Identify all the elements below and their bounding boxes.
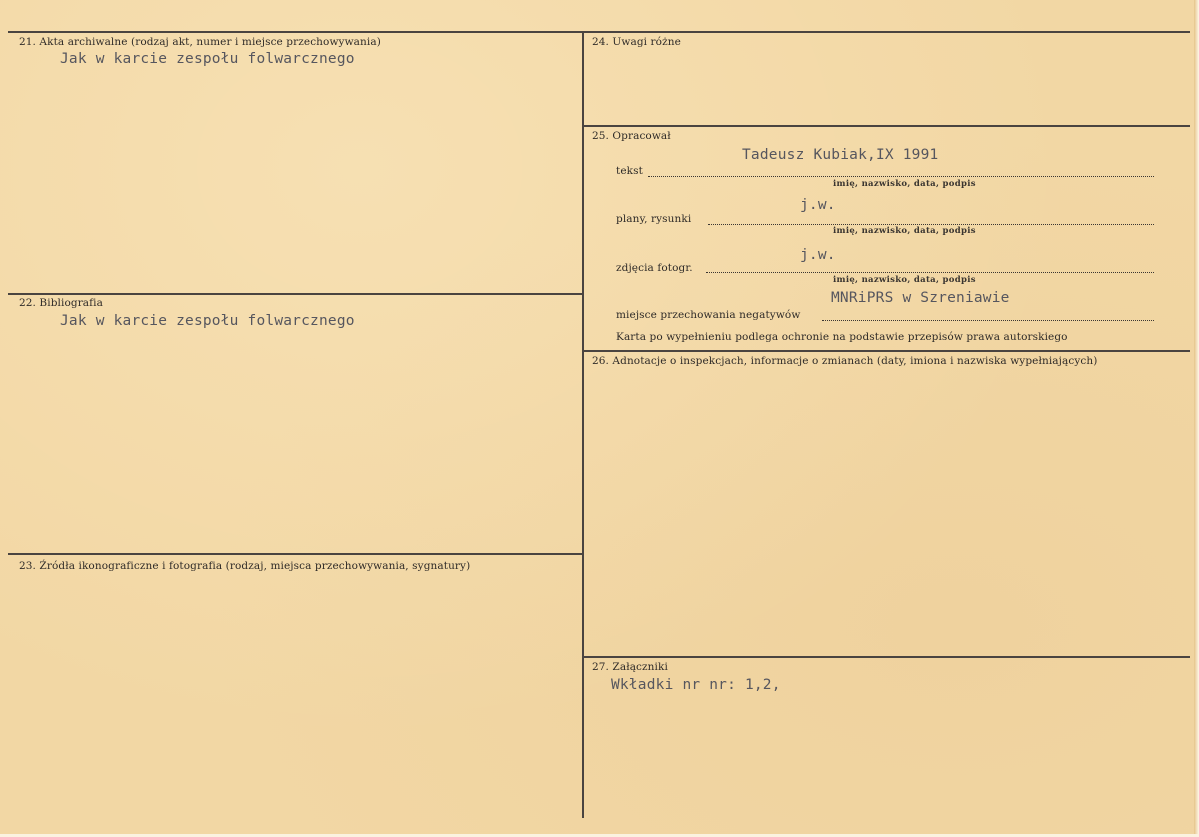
card-edge-right (1194, 0, 1199, 837)
zdjecia-label: zdjęcia fotogr. (616, 262, 693, 274)
rule-21-22 (8, 293, 583, 295)
rule-22-23 (8, 553, 583, 555)
zdjecia-sublabel: imię, nazwisko, data, podpis (833, 275, 976, 285)
tekst-label: tekst (616, 165, 643, 177)
zdjecia-value: j.w. (800, 247, 836, 263)
negatywy-label: miejsce przechowania negatywów (616, 309, 801, 321)
section-24-label: 24. Uwagi różne (592, 36, 681, 48)
column-divider (582, 33, 584, 818)
section-27-label: 27. Załączniki (592, 661, 668, 673)
plany-label: plany, rysunki (616, 213, 692, 225)
section-21-value: Jak w karcie zespołu folwarcznego (60, 51, 355, 67)
section-22-value: Jak w karcie zespołu folwarcznego (60, 313, 355, 329)
plany-line (708, 224, 1154, 225)
tekst-value: Tadeusz Kubiak,IX 1991 (742, 147, 939, 163)
section-26-label: 26. Adnotacje o inspekcjach, informacje o zmianach (daty, imiona i nazwiska wypełniających) (592, 355, 1098, 367)
section-25-label: 25. Opracował (592, 130, 671, 142)
zdjecia-line (706, 272, 1154, 273)
copyright-note: Karta po wypełnieniu podlega ochronie na podstawie przepisów prawa autorskiego (616, 331, 1068, 343)
tekst-line (648, 176, 1154, 177)
section-21-label: 21. Akta archiwalne (rodzaj akt, numer i miejsce przechowywania) (19, 36, 381, 48)
negatywy-line (822, 320, 1154, 321)
negatywy-value: MNRiPRS w Szreniawie (831, 290, 1010, 306)
rule-25-26 (584, 350, 1190, 352)
top-rule (8, 31, 1190, 33)
section-23-label: 23. Źródła ikonograficzne i fotografia (rodzaj, miejsca przechowywania, sygnatury) (19, 560, 471, 572)
plany-value: j.w. (800, 197, 836, 213)
section-22-label: 22. Bibliografia (19, 297, 103, 309)
rule-24-25 (584, 125, 1190, 127)
tekst-sublabel: imię, nazwisko, data, podpis (833, 179, 976, 189)
plany-sublabel: imię, nazwisko, data, podpis (833, 226, 976, 236)
rule-26-27 (584, 656, 1190, 658)
section-27-value: Wkładki nr nr: 1,2, (611, 677, 781, 693)
